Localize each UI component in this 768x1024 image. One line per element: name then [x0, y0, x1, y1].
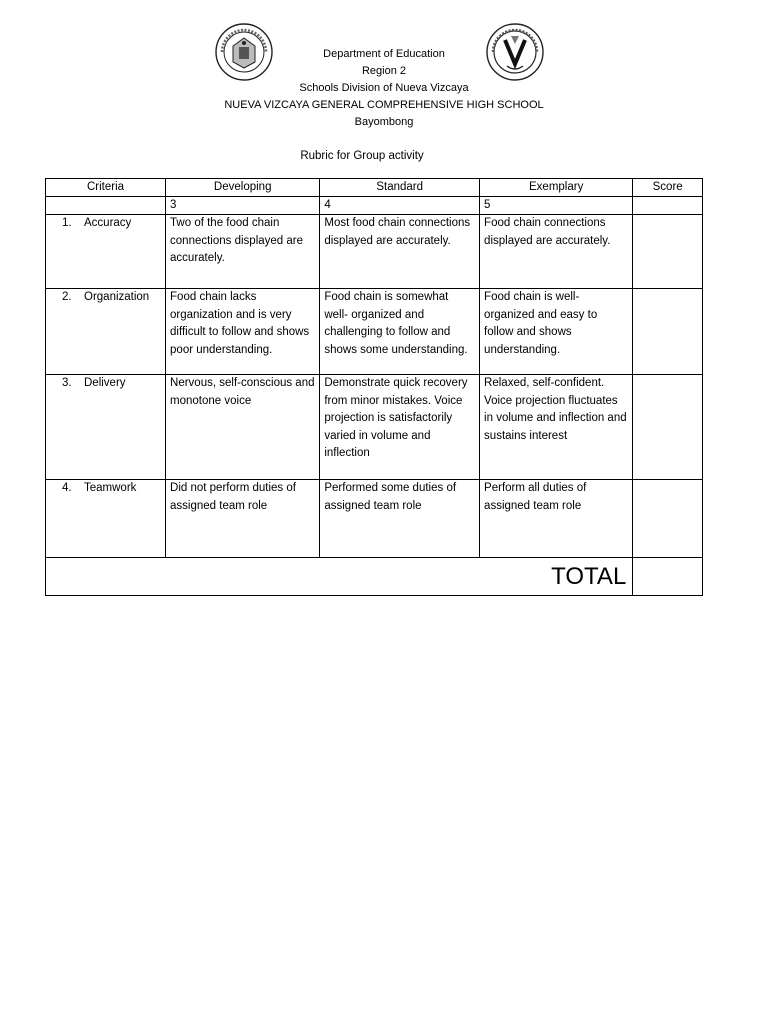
department-name: Department of Education	[323, 48, 445, 60]
region-name: Region 2	[361, 65, 407, 77]
score-cell[interactable]	[633, 375, 703, 480]
points-row	[46, 197, 703, 215]
standard-header: Standard	[320, 179, 480, 197]
table-row	[46, 289, 703, 375]
criteria-label: Accuracy	[84, 217, 132, 229]
standard-cell: Most food chain connections displayed are accurately.	[320, 215, 480, 289]
criteria-cell	[46, 289, 166, 375]
division-name: Schools Division of Nueva Vizcaya	[299, 82, 469, 94]
score-header: Score	[633, 179, 703, 197]
standard-cell: Performed some duties of assigned team role	[320, 480, 480, 558]
criteria-cell	[46, 375, 166, 480]
criteria-label: Delivery	[84, 377, 126, 389]
criteria-number: 2.	[62, 291, 72, 303]
score-cell[interactable]	[633, 215, 703, 289]
developing-cell: Food chain lacks organization and is very difficult to follow and shows poor understanding.	[166, 289, 320, 375]
header-row	[46, 179, 703, 197]
developing-header: Developing	[166, 179, 320, 197]
table-row	[46, 375, 703, 480]
criteria-label: Organization	[84, 291, 150, 303]
school-name: NUEVA VIZCAYA GENERAL COMPREHENSIVE HIGH SCHOOL	[224, 99, 544, 111]
rubric-title: Rubric for Group activity	[300, 150, 424, 162]
standard-cell: Food chain is somewhat well- organized and challenging to follow and shows some understanding.	[320, 289, 480, 375]
school-location: Bayombong	[354, 116, 414, 128]
criteria-number: 3.	[62, 377, 72, 389]
criteria-header: Criteria	[46, 179, 166, 197]
exemplary-cell: Relaxed, self-confident. Voice projection fluctuates in volume and inflection and sustains interest	[480, 375, 633, 480]
table-row	[46, 215, 703, 289]
standard-points: 4	[320, 197, 480, 215]
points-criteria-cell	[46, 197, 166, 215]
developing-cell: Nervous, self-conscious and monotone voice	[166, 375, 320, 480]
total-label: TOTAL	[46, 558, 633, 596]
criteria-number: 4.	[62, 482, 72, 494]
criteria-number: 1.	[62, 217, 72, 229]
developing-cell: Did not perform duties of assigned team role	[166, 480, 320, 558]
letterhead	[0, 46, 768, 131]
exemplary-header: Exemplary	[480, 179, 633, 197]
standard-cell: Demonstrate quick recovery from minor mistakes. Voice projection is satisfactorily varied in volume and inflection	[320, 375, 480, 480]
developing-cell: Two of the food chain connections displayed are accurately.	[166, 215, 320, 289]
criteria-cell	[46, 215, 166, 289]
total-row	[46, 558, 703, 596]
rubric-table	[45, 178, 703, 596]
exemplary-cell: Perform all duties of assigned team role	[480, 480, 633, 558]
table-row	[46, 480, 703, 558]
points-score-cell	[633, 197, 703, 215]
developing-points: 3	[166, 197, 320, 215]
exemplary-cell: Food chain connections displayed are accurately.	[480, 215, 633, 289]
criteria-cell	[46, 480, 166, 558]
criteria-label: Teamwork	[84, 482, 137, 494]
exemplary-points: 5	[480, 197, 633, 215]
total-score-cell[interactable]	[633, 558, 703, 596]
exemplary-cell: Food chain is well-organized and easy to follow and shows understanding.	[480, 289, 633, 375]
score-cell[interactable]	[633, 289, 703, 375]
score-cell[interactable]	[633, 480, 703, 558]
